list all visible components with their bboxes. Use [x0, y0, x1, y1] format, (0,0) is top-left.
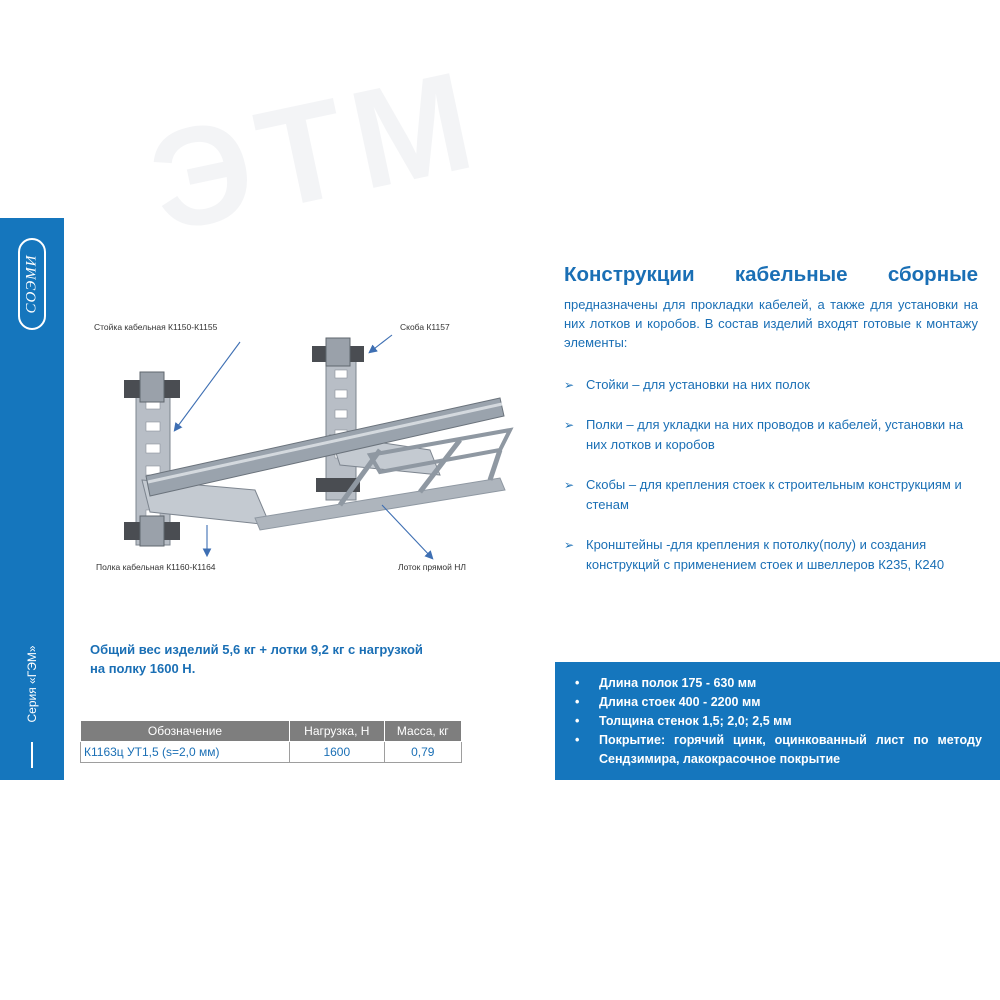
spec-text: Длина стоек 400 - 2200 мм: [599, 695, 761, 709]
structure-illustration: [80, 300, 550, 590]
header-designation: Обозначение: [81, 721, 290, 742]
list-item: [575, 712, 982, 731]
cell-load: 1600: [290, 742, 385, 763]
arrow-bullet-icon: ➢: [564, 378, 575, 392]
arrow-bullet-icon: ➢: [564, 478, 575, 492]
list-item-text: Полки – для укладки на них проводов и кабелей, установки на них лотков и коробов: [586, 417, 964, 452]
header-load: Нагрузка, Н: [290, 721, 385, 742]
page-title: Конструкции кабельные сборные: [564, 263, 978, 286]
weight-note-line1: Общий вес изделий 5,6 кг + лотки 9,2 кг с нагрузкой: [90, 642, 423, 657]
bullet-dot-icon: •: [575, 695, 580, 709]
cell-mass: 0,79: [384, 742, 461, 763]
spec-text: Покрытие: горячий цинк, оцинкованный лист по методу Сендзимира, лакокрасочное покрытие: [599, 733, 982, 766]
list-item-text: Стойки – для установки на них полок: [586, 377, 810, 392]
list-item: [564, 375, 978, 395]
label-rack: Стойка кабельная К1150-К1155: [94, 322, 218, 332]
watermark: ЭТМ: [137, 39, 495, 262]
bullet-dot-icon: •: [575, 676, 580, 690]
series-label: Серия «ГЭМ»: [25, 645, 39, 723]
element-list: [564, 375, 978, 595]
label-shelf: Полка кабельная К1160-К1164: [96, 562, 216, 572]
table-header-row: [81, 721, 462, 742]
specs-box: [555, 662, 1000, 780]
list-item: [564, 535, 978, 575]
weight-note-line2: на полку 1600 Н.: [90, 661, 196, 676]
arrow-bullet-icon: ➢: [564, 538, 575, 552]
list-item: [575, 674, 982, 693]
weight-note: [90, 640, 490, 678]
table-row: [81, 742, 462, 763]
cell-designation: К1163ц УТ1,5 (s=2,0 мм): [81, 742, 290, 763]
right-rack: [312, 338, 364, 500]
intro-text: предназначены для прокладки кабелей, а также для установки на них лотков и коробов. В состав изделий входят готовые к монтажу элементы:: [564, 297, 978, 350]
spec-text: Толщина стенок 1,5; 2,0; 2,5 мм: [599, 714, 792, 728]
bullet-dot-icon: •: [575, 733, 580, 747]
label-tray: Лоток прямой НЛ: [398, 562, 466, 572]
header-mass: Масса, кг: [384, 721, 461, 742]
list-item: [564, 475, 978, 515]
bullet-dot-icon: •: [575, 714, 580, 728]
list-item: [564, 415, 978, 455]
list-item-text: Скобы – для крепления стоек к строительным конструкциям и стенам: [586, 477, 962, 512]
spec-table: [80, 720, 462, 763]
list-item-text: Кронштейны -для крепления к потолку(полу) и создания конструкций с применением стоек и швеллеров К235, К240: [586, 537, 945, 572]
divider: [31, 742, 33, 768]
list-item: [575, 731, 982, 769]
cable-structure-diagram: [80, 300, 550, 590]
sidebar: [0, 218, 64, 780]
list-item: [575, 693, 982, 712]
specs-list: [555, 662, 1000, 769]
company-logo: СОЭМИ: [23, 254, 40, 314]
label-bracket: Скоба К1157: [400, 322, 450, 332]
arrow-bullet-icon: ➢: [564, 418, 575, 432]
left-rack: [124, 372, 180, 546]
spec-text: Длина полок 175 - 630 мм: [599, 676, 757, 690]
